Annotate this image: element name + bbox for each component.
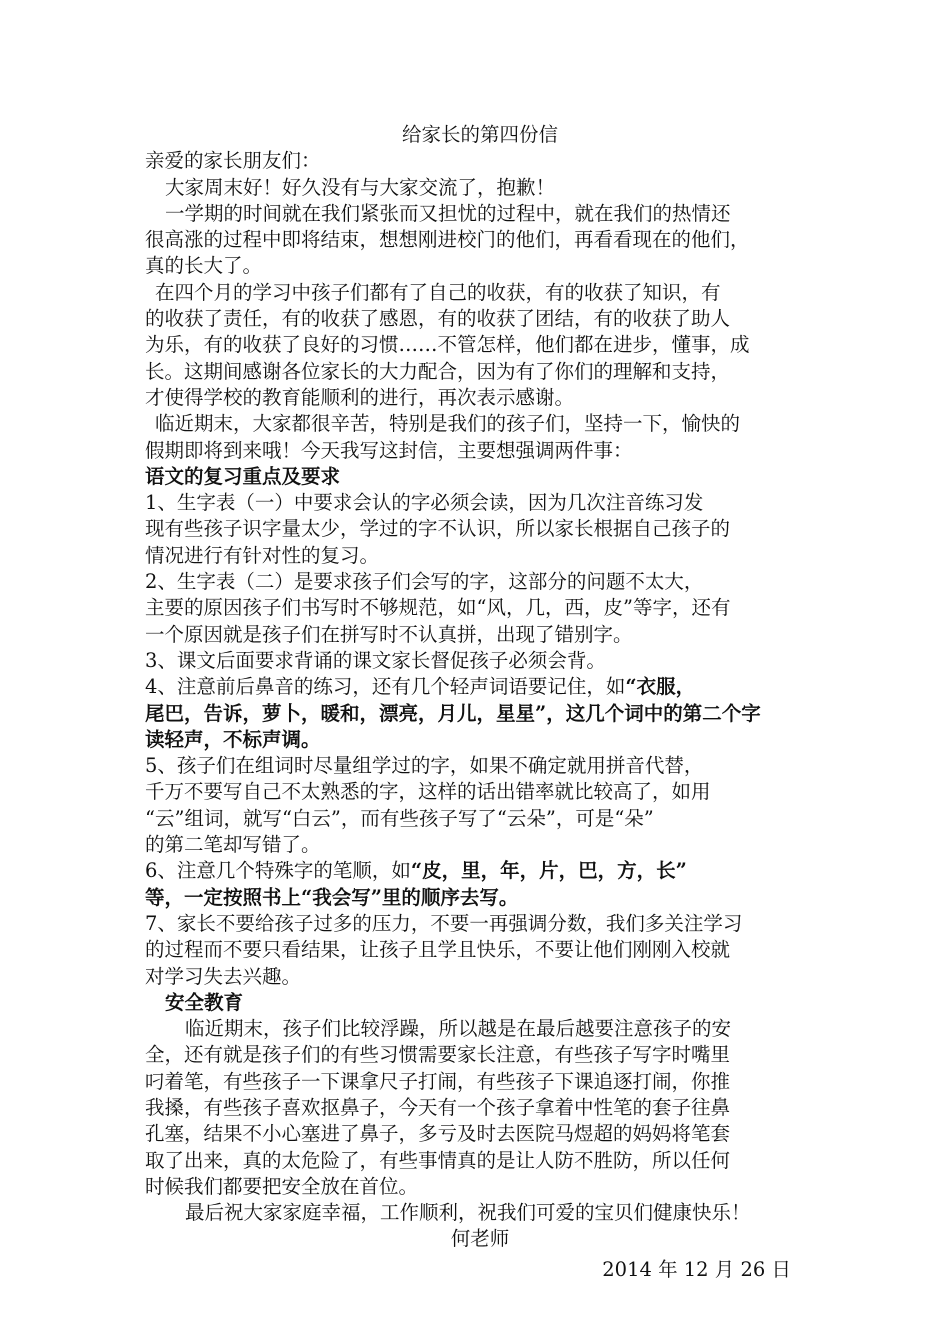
letter-title: 给家长的第四份信 xyxy=(401,123,558,146)
paragraph-line: 我搡，有些孩子喜欢抠鼻子，今天有一个孩子拿着中性笔的套子往鼻 xyxy=(145,1095,731,1119)
item6-text: 6、注意几个特殊字的笔顺，如 xyxy=(145,859,411,883)
item6-emphasis: “皮，里，年，片，巴，方，长” xyxy=(410,859,687,883)
list-item-line: “云”组词，就写“白云”，而有些孩子写了“云朵”，可是“朵” xyxy=(145,806,654,830)
paragraph-line: 临近期末，大家都很辛苦，特别是我们的孩子们，坚持一下，愉快的 xyxy=(155,412,741,436)
list-item-line: 现有些孩子识字量太少，学过的字不认识，所以家长根据自己孩子的 xyxy=(145,517,731,541)
paragraph-line: 一学期的时间就在我们紧张而又担忧的过程中，就在我们的热情还 xyxy=(165,201,731,225)
list-item-line: 的过程而不要只看结果，让孩子且学且快乐，不要让他们刚刚入校就 xyxy=(145,938,731,962)
paragraph-line: 为乐，有的收获了良好的习惯……不管怎样，他们都在进步，懂事，成 xyxy=(145,333,750,357)
item4-emphasis: “衣服， xyxy=(625,675,696,699)
paragraph-line: 长。这期间感谢各位家长的大力配合，因为有了你们的理解和支持， xyxy=(145,359,731,383)
list-item-line: 读轻声，不标声调。 xyxy=(145,727,321,751)
salutation: 亲爱的家长朋友们： xyxy=(145,149,321,173)
paragraph-line: 假期即将到来哦！今天我写这封信，主要想强调两件事： xyxy=(145,438,633,462)
signature: 何老师 xyxy=(450,1227,510,1251)
paragraph-line: 的收获了责任，有的收获了感恩，有的收获了团结，有的收获了助人 xyxy=(145,307,731,331)
list-item-line: 3、课文后面要求背诵的课文家长督促孩子必须会背。 xyxy=(145,648,606,672)
list-item-line: 等，一定按照书上“我会写”里的顺序去写。 xyxy=(145,885,519,909)
paragraph-line: 真的长大了。 xyxy=(145,254,263,278)
list-item-line: 5、孩子们在组词时尽量组学过的字，如果不确定就用拼音代替， xyxy=(145,754,704,778)
item4-text: 4、注意前后鼻音的练习，还有几个轻声词语要记住，如 xyxy=(145,675,626,699)
list-item-line: 1、生字表（一）中要求会认的字必须会读，因为几次注音练习发 xyxy=(145,491,704,515)
letter-date: 2014 年 12 月 26 日 xyxy=(602,1257,791,1281)
list-item-line xyxy=(145,858,815,884)
list-item-line: 主要的原因孩子们书写时不够规范，如“风，几，西，皮”等字，还有 xyxy=(145,596,731,620)
list-item-line: 对学习失去兴趣。 xyxy=(145,964,302,988)
list-item-line: 一个原因就是孩子们在拼写时不认真拼，出现了错别字。 xyxy=(145,622,633,646)
paragraph-line: 全，还有就是孩子们的有些习惯需要家长注意，有些孩子写字时嘴里 xyxy=(145,1043,731,1067)
list-item-line: 尾巴，告诉，萝卜，暖和，漂亮，月儿，星星”，这几个词中的第二个字 xyxy=(145,701,761,725)
paragraph-line: 临近期末，孩子们比较浮躁，所以越是在最后越要注意孩子的安 xyxy=(185,1017,732,1041)
section-heading-chinese-review: 语文的复习重点及要求 xyxy=(145,464,341,488)
section-heading-safety: 安全教育 xyxy=(165,990,244,1014)
letter-page xyxy=(145,122,815,1283)
list-item-line: 千万不要写自己不太熟悉的字，这样的话出错率就比较高了，如用 xyxy=(145,780,711,804)
paragraph-line: 在四个月的学习中孩子们都有了自己的收获，有的收获了知识，有 xyxy=(155,280,721,304)
paragraph-line: 取了出来，真的太危险了，有些事情真的是让人防不胜防，所以任何 xyxy=(145,1148,731,1172)
list-item-line: 的第二笔却写错了。 xyxy=(145,833,321,857)
list-item-line: 情况进行有针对性的复习。 xyxy=(145,543,380,567)
list-item-line xyxy=(145,674,815,700)
paragraph-line: 才使得学校的教育能顺利的进行，再次表示感谢。 xyxy=(145,385,575,409)
paragraph-line: 时候我们都要把安全放在首位。 xyxy=(145,1174,419,1198)
paragraph-line: 孔塞，结果不小心塞进了鼻子，多亏及时去医院马煜超的妈妈将笔套 xyxy=(145,1122,731,1146)
paragraph-line: 叼着笔，有些孩子一下课拿尺子打闹，有些孩子下课追逐打闹，你推 xyxy=(145,1069,731,1093)
list-item-line: 2、生字表（二）是要求孩子们会写的字，这部分的问题不太大， xyxy=(145,570,704,594)
list-item-line: 7、家长不要给孩子过多的压力，不要一再强调分数，我们多关注学习 xyxy=(145,911,743,935)
closing-line: 最后祝大家家庭幸福，工作顺利，祝我们可爱的宝贝们健康快乐！ xyxy=(185,1201,751,1225)
paragraph-line: 很高涨的过程中即将结束，想想刚进校门的他们，再看看现在的他们， xyxy=(145,228,750,252)
greeting-line: 大家周末好！好久没有与大家交流了，抱歉！ xyxy=(165,175,556,199)
